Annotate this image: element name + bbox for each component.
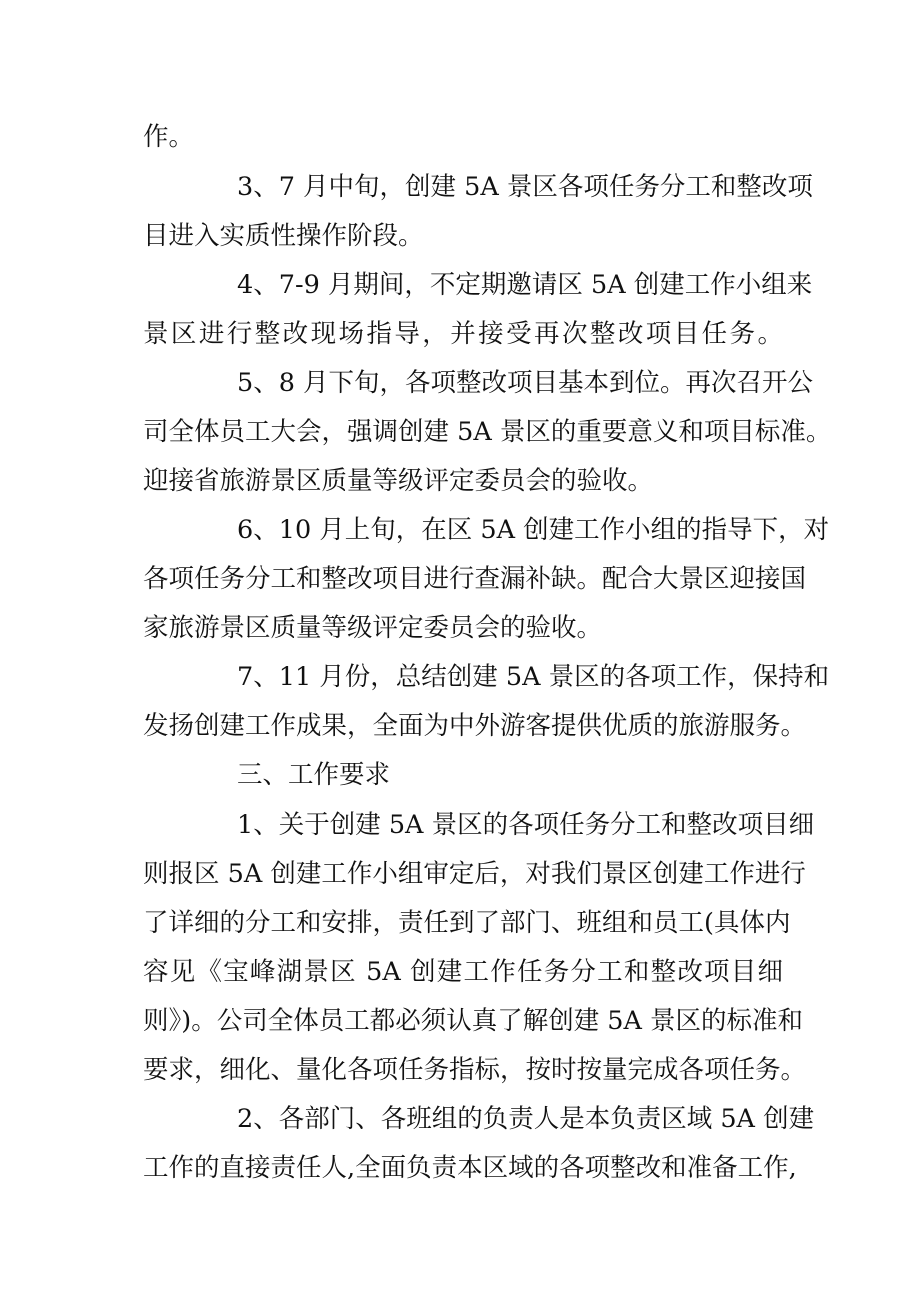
paragraph-first-line: 6、10 月上旬，在区 5A 创建工作小组的指导下，对 [237,515,830,545]
paragraph-first-line: 4、7-9 月期间，不定期邀请区 5A 创建工作小组来 [237,270,813,300]
paragraph-first-line: 1、关于创建 5A 景区的各项任务分工和整改项目细 [237,810,815,840]
paragraph-first-line: 5、8 月下旬，各项整改项目基本到位。再次召开公 [237,368,814,398]
text-line: 则报区 5A 创建工作小组审定后，对我们景区创建工作进行 [143,859,806,889]
text-line: 工作的直接责任人,全面负责本区域的各项整改和准备工作, [143,1153,797,1183]
paragraph-first-line: 7、11 月份，总结创建 5A 景区的各项工作，保持和 [237,662,830,692]
text-line: 作。 [143,122,195,152]
text-line: 家旅游景区质量等级评定委员会的验收。 [143,613,603,643]
text-line: 迎接省旅游景区质量等级评定委员会的验收。 [143,466,654,496]
text-line: 司全体员工大会，强调创建 5A 景区的重要意义和项目标准。 [143,417,832,447]
text-line: 了详细的分工和安排，责任到了部门、班组和员工(具体内 [143,908,791,938]
section-heading: 三、工作要求 [237,760,391,790]
text-line: 目进入实质性操作阶段。 [143,221,424,251]
paragraph-first-line: 2、各部门、各班组的负责人是本负责区域 5A 创建 [237,1104,815,1134]
text-line: 景区进行整改现场指导，并接受再次整改项目任务。 [143,319,783,349]
text-line: 要求，细化、量化各项任务指标，按时按量完成各项任务。 [143,1055,807,1085]
text-line: 容见《宝峰湖景区 5A 创建工作任务分工和整改项目细 [143,957,783,987]
text-line: 则》)。公司全体员工都必须认真了解创建 5A 景区的标准和 [143,1006,804,1036]
text-line: 各项任务分工和整改项目进行查漏补缺。配合大景区迎接国 [143,564,807,594]
paragraph-first-line: 3、7 月中旬，创建 5A 景区各项任务分工和整改项 [237,172,813,202]
text-line: 发扬创建工作成果，全面为中外游客提供优质的旅游服务。 [143,711,807,741]
